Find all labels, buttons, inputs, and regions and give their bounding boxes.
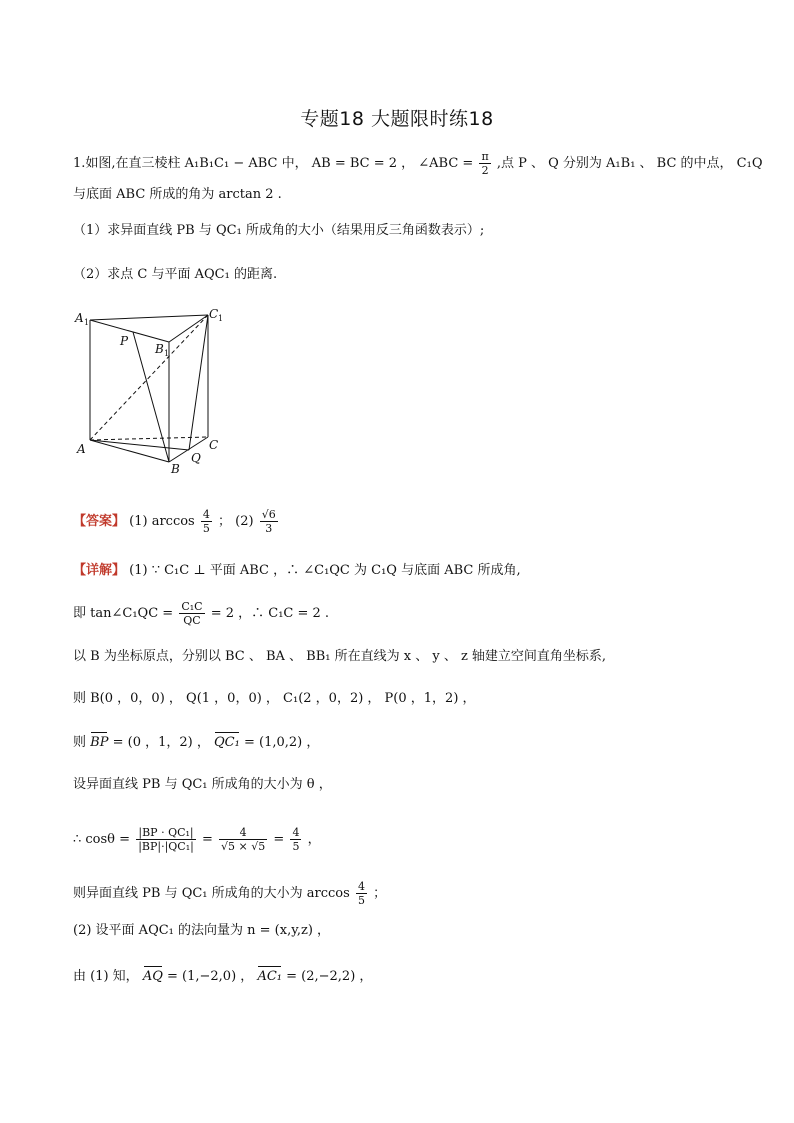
- solution-line-4: 则 B(0 ，0，0) ， Q(1 ，0，0) ， C₁(2 ，0，2) ， P(0 ，1，2) ，: [73, 691, 476, 706]
- solution-line-8-a: 则异面直线 PB 与 QC₁ 所成角的大小为 arccos: [73, 886, 350, 901]
- problem-statement-line-2: 与底面 ABC 所成的角为 arctan 2 .: [73, 187, 282, 202]
- tan-numerator: C₁C: [181, 600, 203, 613]
- tan-denominator: QC: [183, 614, 201, 627]
- solution-line-5-b: = (0 ，1，2) ，: [112, 735, 210, 750]
- solution-line-7: [73, 826, 321, 853]
- cos-fraction-1: [136, 826, 196, 853]
- problem-statement-a: 1.如图,在直三棱柱 A₁B₁C₁ − ABC 中， AB = BC = 2 ， ∠ABC =: [73, 156, 474, 171]
- angle-numerator: π: [481, 150, 489, 163]
- answer-line: [73, 508, 280, 535]
- cos-fraction-2: [219, 826, 267, 853]
- problem-statement-line-1: [73, 150, 763, 177]
- angle-denominator: 2: [481, 164, 489, 177]
- answer-part-1: (1) arccos: [129, 514, 195, 529]
- solution-line-5: [73, 734, 319, 752]
- prism-figure: [73, 302, 233, 480]
- cos-numerator-2: 4: [219, 826, 267, 840]
- solution-line-5-c: = (1,0,2) ，: [243, 735, 320, 750]
- solution-line-6: 设异面直线 PB 与 QC₁ 所成角的大小为 θ ，: [73, 777, 332, 792]
- edge-ab: [90, 440, 169, 462]
- solution-line-2-a: 即 tan∠C₁QC =: [73, 606, 174, 621]
- tan-fraction: [179, 600, 204, 627]
- vector-qc1: QC₁: [214, 735, 240, 750]
- problem-statement-b: ,点 P 、 Q 分别为 A₁B₁ 、 BC 的中点， C₁Q: [496, 156, 763, 171]
- cos-numerator-3: 4: [292, 826, 300, 839]
- edge-a1b1: [90, 320, 169, 342]
- answer-1-denominator: 5: [202, 522, 210, 535]
- label-p: P: [120, 334, 129, 348]
- solution-line-10-c: = (2,−2,2) ，: [286, 969, 373, 984]
- label-b1-sub: 1: [164, 349, 170, 358]
- answer-1-numerator: 4: [202, 508, 210, 521]
- label-b: B: [171, 462, 180, 476]
- label-c1-sub: 1: [218, 314, 224, 323]
- cos-denominator-2: √5 × √5: [221, 840, 266, 853]
- answer-2-numerator: √6: [261, 508, 276, 521]
- arccos-numerator: 4: [357, 880, 365, 893]
- page-title: 专题18 大题限时练18: [300, 108, 494, 130]
- solution-line-2: [73, 600, 329, 627]
- label-c1: C: [209, 307, 219, 321]
- cos-denominator-1: |BP|·|QC₁|: [138, 840, 194, 853]
- answer-separator: ； (2): [218, 514, 254, 529]
- solution-line-2-b: = 2 ，∴ C₁C = 2 .: [210, 606, 330, 621]
- answer-tag: 【答案】: [73, 514, 126, 529]
- arccos-fraction: [356, 880, 367, 907]
- vector-bp: BP: [90, 735, 109, 750]
- solution-line-5-a: 则: [73, 735, 87, 750]
- hidden-edges: [90, 315, 208, 440]
- answer-1-fraction: [201, 508, 212, 535]
- solution-line-7-end: ，: [307, 832, 321, 847]
- label-c: C: [209, 438, 219, 452]
- arccos-denominator: 5: [357, 894, 365, 907]
- label-a1: A: [75, 311, 84, 325]
- label-a: A: [77, 442, 86, 456]
- solution-line-9: (2) 设平面 AQC₁ 的法向量为 n = (x,y,z) ，: [73, 923, 331, 938]
- answer-2-denominator: 3: [265, 522, 273, 535]
- label-b1: B: [155, 342, 164, 356]
- answer-2-fraction: [260, 508, 278, 535]
- solution-line-8-end: ；: [373, 886, 387, 901]
- solution-line-1: [73, 562, 521, 580]
- segment-ac1: [90, 315, 208, 440]
- question-1: （1）求异面直线 PB 与 QC₁ 所成角的大小（结果用反三角函数表示）;: [73, 223, 485, 238]
- edge-a1c1: [90, 315, 208, 320]
- label-q: Q: [191, 451, 201, 465]
- segment-aq: [90, 440, 189, 450]
- solution-line-10: [73, 968, 372, 986]
- solution-line-3: 以 B 为坐标原点，分别以 BC 、 BA 、 BB₁ 所在直线为 x 、 y 、 z 轴建立空间直角坐标系,: [73, 649, 607, 664]
- cos-numerator-1: |BP · QC₁|: [136, 826, 196, 840]
- solution-line-10-a: 由 (1) 知，: [73, 969, 139, 984]
- solution-tag: 【详解】: [73, 563, 126, 578]
- solution-line-7-a: ∴ cosθ =: [73, 832, 131, 847]
- solution-line-10-b: = (1,−2,0) ，: [167, 969, 254, 984]
- segment-c1q: [189, 315, 208, 450]
- cos-equals: =: [201, 832, 213, 847]
- cos-equals-2: =: [273, 832, 285, 847]
- cos-fraction-3: [290, 826, 301, 853]
- cos-denominator-3: 5: [292, 840, 300, 853]
- solution-line-8: [73, 880, 386, 907]
- angle-fraction: [479, 150, 490, 177]
- question-2: （2）求点 C 与平面 AQC₁ 的距离.: [73, 267, 278, 282]
- solution-line-1-text: (1) ∵ C₁C ⊥ 平面 ABC ，∴ ∠C₁QC 为 C₁Q 与底面 ABC 所成角,: [129, 563, 521, 578]
- vector-ac1: AC₁: [257, 969, 282, 984]
- edge-b1c1: [169, 315, 208, 342]
- vector-aq: AQ: [142, 969, 163, 984]
- label-a1-sub: 1: [84, 318, 90, 327]
